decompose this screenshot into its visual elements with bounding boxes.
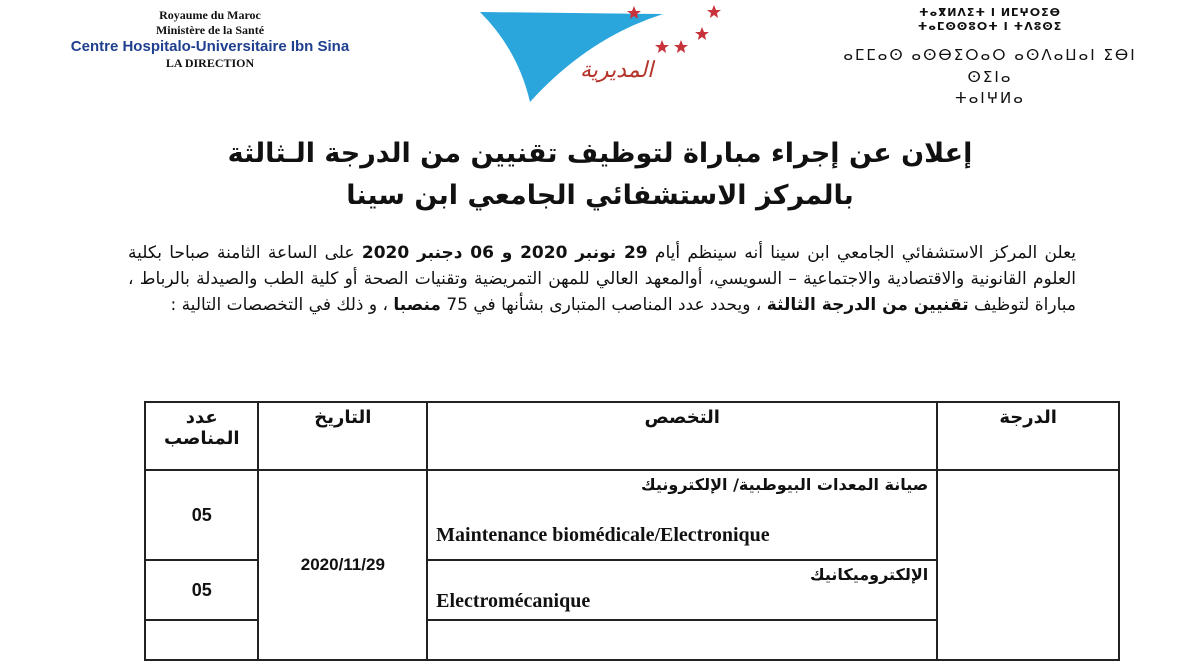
- posts-table: [144, 401, 1120, 661]
- header-ministry: Ministère de la Santé: [155, 23, 265, 37]
- header-direction: LA DIRECTION: [165, 56, 255, 70]
- header-count: عدد المناصب: [145, 402, 258, 470]
- table-header-row: [145, 402, 1119, 470]
- date-cell: 2020/11/29: [258, 470, 427, 660]
- specialty-cell: [427, 560, 937, 620]
- grade-cell: [937, 470, 1119, 660]
- body-posts: منصبا: [393, 295, 441, 315]
- body-dates: 29 نونبر 2020 و 06 دجنبر 2020: [361, 243, 648, 263]
- logo-text: المديرية: [580, 58, 654, 83]
- header-date: التاريخ: [258, 402, 427, 470]
- table-row: [145, 470, 1119, 560]
- header-kingdom: Royaume du Maroc: [159, 8, 261, 22]
- body-part4: ، و ذلك في التخصصات التالية :: [170, 295, 388, 315]
- body-part1: يعلن المركز الاستشفائي الجامعي ابن سينا أنه سينظم أيام: [654, 243, 1077, 263]
- specialty-ar: الإلكتروميكانيك: [809, 565, 929, 584]
- header-tifinagh-3: ⴰⵎⵎⴰⵙ ⴰⵙⴱⵉⵔⴰⵔ ⴰⵙⴷⴰⵡⴰⵏ ⵉⴱⵏ ⵙⵉⵏⴰ: [843, 46, 1137, 86]
- specialty-ar: صيانة المعدات البيوطبية/ الإلكترونيك: [640, 475, 929, 494]
- header-tifinagh-1: ⵜⴰⴳⵍⴷⵉⵜ ⵏ ⵍⵎⵖⵔⵉⴱ: [918, 6, 1061, 19]
- header-tifinagh-2: ⵜⴰⵎⵙⵙⵓⵔⵜ ⵏ ⵜⴷⵓⵙⵉ: [917, 20, 1063, 33]
- header-center-name: Centre Hospitalo-Universitaire Ibn Sina: [70, 38, 350, 55]
- header-grade: الدرجة: [937, 402, 1119, 470]
- header-left: [60, 8, 360, 71]
- announcement-body: [128, 240, 1076, 318]
- specialty-fr: Electromécanique: [436, 590, 591, 612]
- body-part2: على الساعة الثامنة صباحا بكلية العلوم القانونية والاقتصادية والاجتماعية – السويسي، أوالمعهد العالي للمهن التمريضية وتقنيات الصحة أو كلية الطب والصيدلة بالرباط ، مباراة لتوظيف: [128, 243, 1076, 315]
- body-part3: ، ويحدد عدد المناصب المتبارى بشأنها في 75: [446, 295, 762, 315]
- count-cell: 05: [145, 470, 258, 560]
- header-specialty: التخصص: [427, 402, 937, 470]
- announcement-subtitle: بالمركز الاستشفائي الجامعي ابن سينا: [346, 180, 854, 211]
- body-grade: تقنيين من الدرجة الثالثة: [766, 295, 969, 315]
- announcement-title: إعلان عن إجراء مباراة لتوظيف تقنيين من الدرجة الـثالثة: [227, 138, 973, 169]
- count-cell: 05: [145, 560, 258, 620]
- header-right: [835, 6, 1145, 108]
- header-tifinagh-4: ⵜⴰⵏⵖⵍⴰ: [955, 89, 1025, 107]
- specialty-cell: [427, 470, 937, 560]
- specialty-cell: [427, 620, 937, 660]
- logo-icon: [478, 0, 728, 110]
- specialty-fr: Maintenance biomédicale/Electronique: [436, 524, 770, 546]
- count-cell: [145, 620, 258, 660]
